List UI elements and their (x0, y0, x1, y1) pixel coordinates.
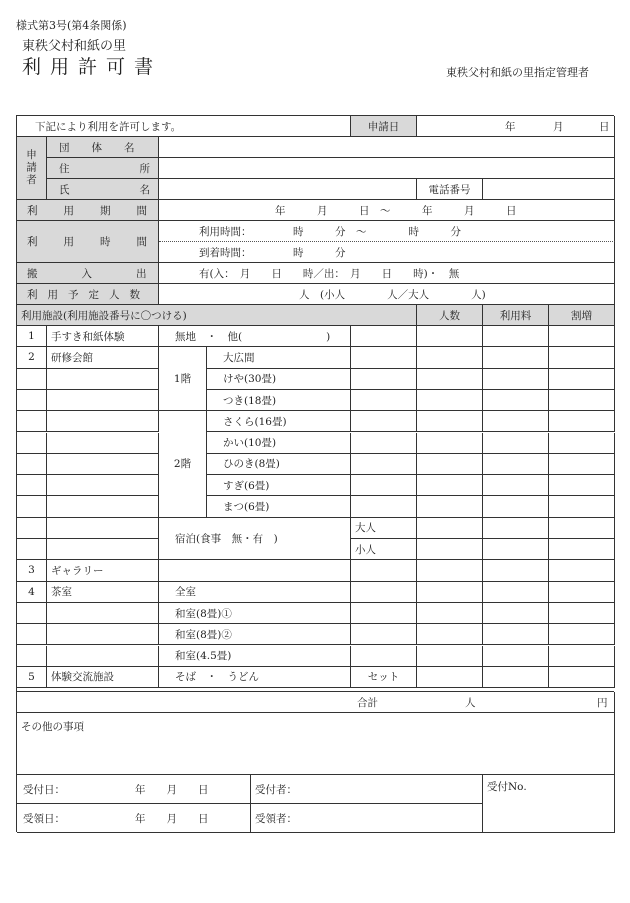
org-field[interactable] (159, 137, 615, 158)
surcharge-cell[interactable] (549, 390, 615, 411)
surcharge-cell[interactable] (549, 518, 615, 539)
time-label: 利用時間 (17, 221, 159, 263)
fee-cell[interactable] (483, 496, 549, 517)
total-people-unit: 人 (465, 696, 476, 709)
people-cell[interactable] (417, 347, 483, 368)
address-label: 住所 (47, 158, 159, 179)
facility-header: 利用施設(利用施設番号に〇つける) (17, 305, 417, 326)
tea-room-2[interactable]: 和室(8畳)② (159, 624, 351, 645)
fee-cell[interactable] (483, 390, 549, 411)
room-blank (351, 390, 417, 411)
carry-label: 搬入出 (17, 263, 159, 284)
lodging-no-blank (17, 539, 47, 560)
facility-4-no (17, 603, 47, 624)
room-blank (351, 411, 417, 432)
surcharge-cell[interactable] (549, 369, 615, 390)
col-people: 人数 (417, 305, 483, 326)
room-1[interactable]: けや(30畳) (207, 369, 351, 390)
tea-room-blank (351, 582, 417, 603)
facility-2-name (47, 496, 159, 517)
fee-cell[interactable] (483, 433, 549, 454)
tea-room-blank (351, 624, 417, 645)
people-cell[interactable] (417, 582, 483, 603)
tea-room-blank (351, 646, 417, 667)
lodging-no-blank (17, 518, 47, 539)
tea-room-0[interactable]: 全室 (159, 582, 351, 603)
org-label: 団体名 (47, 137, 159, 158)
surcharge-cell[interactable] (549, 347, 615, 368)
room-4[interactable]: かい(10畳) (207, 433, 351, 454)
people-cell[interactable] (417, 433, 483, 454)
facility-3-no: 3 (17, 560, 47, 581)
people-label: 利用予定人数 (17, 284, 159, 305)
facility-5-option[interactable]: そば ・ うどん (159, 667, 351, 688)
facility-4-no: 4 (17, 582, 47, 603)
facility-2-name (47, 433, 159, 454)
surcharge-cell[interactable] (549, 646, 615, 667)
fee-cell[interactable] (483, 624, 549, 645)
organization-name: 東秩父村和紙の里 (22, 39, 127, 54)
adult-label: 大人 (351, 518, 417, 539)
lodging-option[interactable]: 宿泊(食事 無・有 ) (159, 518, 351, 561)
fee-cell[interactable] (483, 347, 549, 368)
facility-1-option[interactable]: 無地 ・ 他( ) (159, 326, 351, 347)
child-label: 小人 (351, 539, 417, 560)
facility-3-blank (351, 560, 417, 581)
facility-4-no (17, 624, 47, 645)
room-6[interactable]: すぎ(6畳) (207, 475, 351, 496)
facility-2-name (47, 454, 159, 475)
fee-cell[interactable] (483, 518, 549, 539)
paid-by-field[interactable]: 受領者： (251, 804, 483, 833)
facility-2-name (47, 475, 159, 496)
facility-2-name: 研修会館 (47, 347, 159, 368)
total-yen: 円 (597, 696, 608, 709)
phone-field[interactable] (483, 179, 615, 200)
room-5[interactable]: ひのき(8畳) (207, 454, 351, 475)
fee-cell[interactable] (483, 326, 549, 347)
surcharge-cell[interactable] (549, 454, 615, 475)
address-field[interactable] (159, 158, 615, 179)
name-label: 氏名 (47, 179, 159, 200)
room-blank (351, 433, 417, 454)
phone-label: 電話番号 (417, 179, 483, 200)
facility-2-no: 2 (17, 347, 47, 368)
facility-1-name: 手すき和紙体験 (47, 326, 159, 347)
tea-room-1[interactable]: 和室(8畳)① (159, 603, 351, 624)
col-fee: 利用料 (483, 305, 549, 326)
facility-5-no: 5 (17, 667, 47, 688)
surcharge-cell[interactable] (549, 582, 615, 603)
facility-2-no (17, 433, 47, 454)
facility-5-unit: セット (351, 667, 417, 688)
surcharge-cell[interactable] (549, 411, 615, 432)
facility-4-name (47, 646, 159, 667)
footer-table (16, 691, 614, 832)
people-cell[interactable] (417, 539, 483, 560)
surcharge-cell[interactable] (549, 433, 615, 454)
col-surcharge: 割増 (549, 305, 615, 326)
facility-2-no (17, 496, 47, 517)
floor-2-label: 2階 (159, 411, 207, 518)
people-cell[interactable] (417, 390, 483, 411)
facility-2-no (17, 454, 47, 475)
form-number: 様式第3号(第4条関係) (16, 19, 127, 32)
facility-2-no (17, 390, 47, 411)
fee-cell[interactable] (483, 369, 549, 390)
fee-cell[interactable] (483, 539, 549, 560)
period-label: 利用期間 (17, 200, 159, 221)
people-cell[interactable] (417, 667, 483, 688)
surcharge-cell[interactable] (549, 539, 615, 560)
arrival-time-field[interactable]: 到着時間： 時 分 (159, 242, 615, 263)
people-cell[interactable] (417, 518, 483, 539)
total-row (17, 692, 615, 713)
floor-1-label: 1階 (159, 347, 207, 411)
fee-cell[interactable] (483, 646, 549, 667)
fee-cell[interactable] (483, 560, 549, 581)
people-cell[interactable] (417, 560, 483, 581)
facility-2-name (47, 369, 159, 390)
facility-1-blank (351, 326, 417, 347)
fee-cell[interactable] (483, 475, 549, 496)
facility-2-name (47, 390, 159, 411)
people-cell[interactable] (417, 369, 483, 390)
applicant-group-label: 申請者 (17, 137, 47, 200)
people-cell[interactable] (417, 475, 483, 496)
surcharge-cell[interactable] (549, 603, 615, 624)
people-cell[interactable] (417, 496, 483, 517)
carry-field[interactable]: 有(入： 月 日 時／出： 月 日 時)・ 無 (159, 263, 615, 284)
lodging-name-blank (47, 518, 159, 539)
period-field[interactable]: 年 月 日 〜 年 月 日 (159, 200, 615, 221)
fee-cell[interactable] (483, 411, 549, 432)
surcharge-cell[interactable] (549, 624, 615, 645)
room-0[interactable]: 大広間 (207, 347, 351, 368)
tea-room-3[interactable]: 和室(4.5畳) (159, 646, 351, 667)
manager-label: 東秩父村和紙の里指定管理者 (446, 66, 589, 79)
room-blank (351, 454, 417, 475)
facility-5-name: 体験交流施設 (47, 667, 159, 688)
name-field[interactable] (159, 179, 417, 200)
facility-1-no: 1 (17, 326, 47, 347)
facility-2-no (17, 475, 47, 496)
receipt-number-field[interactable]: 受付No. (483, 775, 615, 833)
notice-text: 下記により利用を許可します。 (17, 116, 351, 137)
people-cell[interactable] (417, 624, 483, 645)
room-blank (351, 475, 417, 496)
people-cell[interactable] (417, 454, 483, 475)
people-cell[interactable] (417, 411, 483, 432)
main-form-table (16, 115, 614, 692)
room-3[interactable]: さくら(16畳) (207, 411, 351, 432)
other-notes-field[interactable]: その他の事項 (17, 713, 615, 775)
received-by-field[interactable]: 受付者： (251, 775, 483, 804)
surcharge-cell[interactable] (549, 496, 615, 517)
facility-4-name (47, 603, 159, 624)
people-cell[interactable] (417, 646, 483, 667)
use-time-field[interactable]: 利用時間： 時 分 〜 時 分 (159, 221, 615, 242)
facility-4-name (47, 624, 159, 645)
room-2[interactable]: つき(18畳) (207, 390, 351, 411)
surcharge-cell[interactable] (549, 560, 615, 581)
paid-date-field[interactable]: 受領日： 年 月 日 (17, 804, 251, 833)
fee-cell[interactable] (483, 582, 549, 603)
people-field[interactable]: 人 (小人 人／大人 人) (159, 284, 615, 305)
lodging-name-blank (47, 539, 159, 560)
facility-2-no (17, 369, 47, 390)
surcharge-cell[interactable] (549, 667, 615, 688)
facility-3-option[interactable] (159, 560, 351, 581)
tea-room-blank (351, 603, 417, 624)
fee-cell[interactable] (483, 454, 549, 475)
facility-4-no (17, 646, 47, 667)
facility-4-name: 茶室 (47, 582, 159, 603)
page-title: 利用許可書 (22, 56, 163, 78)
facility-3-name: ギャラリー (47, 560, 159, 581)
facility-2-no (17, 411, 47, 432)
surcharge-cell[interactable] (549, 326, 615, 347)
room-blank (351, 369, 417, 390)
received-date-field[interactable]: 受付日： 年 月 日 (17, 775, 251, 804)
room-7[interactable]: まつ(6畳) (207, 496, 351, 517)
people-cell[interactable] (417, 326, 483, 347)
date-field[interactable]: 年 月 日 (417, 116, 615, 137)
date-label: 申請日 (351, 116, 417, 137)
surcharge-cell[interactable] (549, 475, 615, 496)
total-label: 合計 (357, 696, 378, 709)
fee-cell[interactable] (483, 667, 549, 688)
fee-cell[interactable] (483, 603, 549, 624)
room-blank (351, 347, 417, 368)
facility-2-name (47, 411, 159, 432)
people-cell[interactable] (417, 603, 483, 624)
room-blank (351, 496, 417, 517)
